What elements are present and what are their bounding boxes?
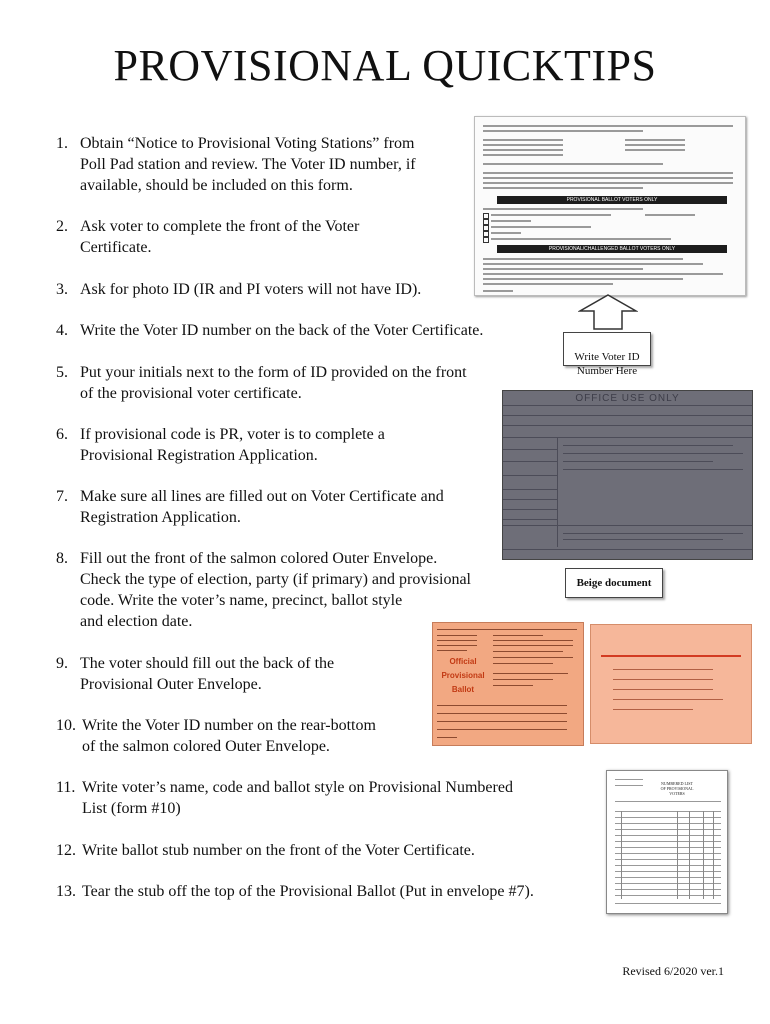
step-text: The voter should fill out the back of the Provisional Outer Envelope. — [80, 655, 335, 693]
envelope-label-3: Ballot — [451, 685, 475, 694]
step-text: Put your initials next to the form of ID provided on the front of the provisional voter certificate. — [80, 364, 467, 402]
beige-document-label: Beige document — [565, 568, 663, 598]
envelope-label-1: Official — [449, 657, 477, 666]
certificate-bar-1: PROVISIONAL BALLOT VOTERS ONLY — [497, 196, 727, 204]
step-text: If provisional code is PR, voter is to complete a Provisional Registration Application. — [80, 426, 385, 464]
step-10 — [56, 715, 376, 757]
step-4 — [56, 320, 483, 341]
step-1 — [56, 133, 416, 196]
step-number: 5. — [56, 364, 68, 381]
numbered-list-heading: NUMBERED LIST OF PROVISIONAL VOTERS — [660, 781, 694, 796]
step-text: Write the Voter ID number on the rear-bottom of the salmon colored Outer Envelope. — [82, 717, 376, 755]
step-number: 6. — [56, 426, 68, 443]
step-11 — [56, 777, 513, 819]
step-number: 9. — [56, 655, 68, 672]
step-number: 8. — [56, 550, 68, 567]
revision-note: Revised 6/2020 ver.1 — [622, 964, 724, 978]
step-number: 10. — [56, 717, 76, 734]
page-title: PROVISIONAL QUICKTIPS — [113, 41, 657, 90]
step-number: 2. — [56, 218, 68, 235]
step-9 — [56, 653, 334, 695]
voter-certificate-image — [474, 116, 746, 296]
numbered-list-image — [606, 770, 728, 914]
step-text: Write ballot stub number on the front of the Voter Certificate. — [82, 842, 475, 859]
step-2 — [56, 216, 359, 258]
step-text: Ask for photo ID (IR and PI voters will not have ID). — [80, 281, 422, 298]
step-text: Write voter’s name, code and ballot style on Provisional Numbered List (form #10) — [82, 779, 513, 817]
step-number: 7. — [56, 488, 68, 505]
step-5 — [56, 362, 467, 404]
office-use-header: OFFICE USE ONLY — [575, 393, 680, 404]
step-12 — [56, 840, 475, 861]
step-number: 13. — [56, 883, 76, 900]
step-text: Write the Voter ID number on the back of the Voter Certificate. — [80, 322, 484, 339]
step-text: Obtain “Notice to Provisional Voting Stations” from Poll Pad station and review. The Voter ID number, if available, should be included on this form. — [80, 135, 416, 194]
step-number: 1. — [56, 135, 68, 152]
callout-text: Write Voter ID Number Here — [574, 351, 640, 377]
step-number: 11. — [56, 779, 76, 796]
step-6 — [56, 424, 385, 466]
step-text: Tear the stub off the top of the Provisional Ballot (Put in envelope #7). — [82, 883, 534, 900]
up-arrow-icon — [578, 294, 638, 330]
step-text: Ask voter to complete the front of the Voter Certificate. — [80, 218, 360, 256]
step-13 — [56, 881, 534, 902]
outer-envelope-front-image — [432, 622, 584, 746]
step-8 — [56, 548, 471, 632]
step-number: 3. — [56, 281, 68, 298]
step-number: 12. — [56, 842, 76, 859]
step-7 — [56, 486, 444, 528]
certificate-bar-2: PROVISIONAL/CHALLENGED BALLOT VOTERS ONLY — [497, 245, 727, 253]
office-use-only-image — [502, 390, 753, 560]
step-number: 4. — [56, 322, 68, 339]
outer-envelope-back-image — [590, 624, 752, 744]
step-text: Make sure all lines are filled out on Voter Certificate and Registration Application. — [80, 488, 444, 526]
step-text: Fill out the front of the salmon colored Outer Envelope. Check the type of election, party (if primary) and provisional code. Write the voter’s name, precinct, ballot style and election date. — [80, 550, 471, 630]
envelope-label-2: Provisional — [441, 671, 485, 680]
step-3 — [56, 279, 421, 300]
voter-id-callout — [563, 332, 651, 377]
